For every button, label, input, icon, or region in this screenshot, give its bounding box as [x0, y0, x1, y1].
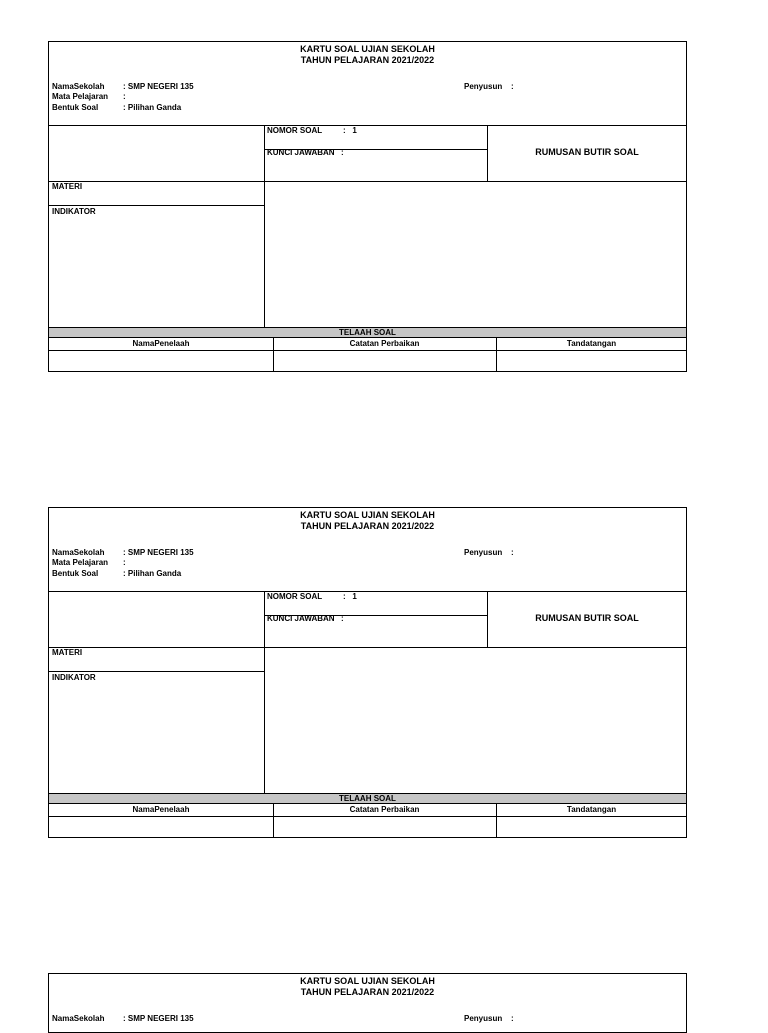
divider — [49, 816, 686, 817]
nama-sekolah-value: : SMP NEGERI 135 — [123, 82, 194, 91]
nomor-soal-value: : 1 — [343, 126, 357, 135]
kunci-jawaban-value: : — [341, 614, 344, 623]
nomor-soal-label: NOMOR SOAL — [267, 126, 323, 135]
nomor-soal-label: NOMOR SOAL — [267, 592, 323, 601]
indikator-label: INDIKATOR — [52, 207, 96, 216]
nama-sekolah-label: NamaSekolah — [52, 548, 105, 557]
bentuk-soal-label: Bentuk Soal — [52, 569, 99, 578]
divider — [273, 338, 274, 372]
bentuk-soal-value: : Pilihan Ganda — [123, 569, 182, 578]
nama-sekolah-value: : SMP NEGERI 135 — [123, 548, 194, 557]
kunci-jawaban-value: : — [341, 148, 344, 157]
divider — [49, 591, 686, 592]
card-title: KARTU SOAL UJIAN SEKOLAH — [300, 44, 435, 54]
indikator-label: INDIKATOR — [52, 673, 96, 682]
card-subtitle: TAHUN PELAJARAN 2021/2022 — [300, 521, 435, 531]
card-subtitle: TAHUN PELAJARAN 2021/2022 — [300, 55, 435, 65]
penyusun-label: Penyusun — [464, 82, 503, 91]
divider — [264, 125, 265, 327]
kartu-soal-card — [48, 973, 687, 1033]
divider — [264, 591, 265, 793]
card-title: KARTU SOAL UJIAN SEKOLAH — [300, 510, 435, 520]
card-subtitle: TAHUN PELAJARAN 2021/2022 — [300, 987, 435, 997]
mata-pelajaran-value: : — [123, 558, 126, 567]
col-tandatangan: Tandatangan — [566, 805, 617, 814]
penyusun-value: : — [511, 1014, 514, 1023]
mata-pelajaran-value: : — [123, 92, 126, 101]
col-tandatangan: Tandatangan — [566, 339, 617, 348]
divider — [496, 804, 497, 838]
col-nama-penelaah: NamaPenelaah — [132, 805, 190, 814]
materi-label: MATERI — [52, 182, 83, 191]
kartu-soal-card — [48, 41, 687, 372]
nama-sekolah-label: NamaSekolah — [52, 82, 105, 91]
rumusan-butir-soal: RUMUSAN BUTIR SOAL — [535, 147, 639, 157]
mata-pelajaran-label: Mata Pelajaran — [52, 558, 109, 567]
bentuk-soal-value: : Pilihan Ganda — [123, 103, 182, 112]
nama-sekolah-label: NamaSekolah — [52, 1014, 105, 1023]
rumusan-butir-soal: RUMUSAN BUTIR SOAL — [535, 613, 639, 623]
divider — [49, 647, 686, 648]
nomor-soal-value: : 1 — [343, 592, 357, 601]
mata-pelajaran-label: Mata Pelajaran — [52, 92, 109, 101]
divider — [273, 804, 274, 838]
kunci-jawaban-label: KUNCI JAWABAN — [267, 148, 335, 157]
penyusun-value: : — [511, 548, 514, 557]
divider — [496, 338, 497, 372]
kunci-jawaban-label: KUNCI JAWABAN — [267, 614, 335, 623]
divider — [49, 181, 686, 182]
penyusun-label: Penyusun — [464, 548, 503, 557]
kartu-soal-card — [48, 507, 687, 838]
telaah-soal-header: TELAAH SOAL — [49, 327, 686, 338]
penyusun-label: Penyusun — [464, 1014, 503, 1023]
materi-label: MATERI — [52, 648, 83, 657]
nama-sekolah-value: : SMP NEGERI 135 — [123, 1014, 194, 1023]
bentuk-soal-label: Bentuk Soal — [52, 103, 99, 112]
col-catatan-perbaikan: Catatan Perbaikan — [349, 339, 420, 348]
divider — [49, 125, 686, 126]
col-catatan-perbaikan: Catatan Perbaikan — [349, 805, 420, 814]
card-title: KARTU SOAL UJIAN SEKOLAH — [300, 976, 435, 986]
penyusun-value: : — [511, 82, 514, 91]
col-nama-penelaah: NamaPenelaah — [132, 339, 190, 348]
divider — [49, 671, 264, 672]
telaah-soal-header: TELAAH SOAL — [49, 793, 686, 804]
divider — [49, 350, 686, 351]
divider — [49, 205, 264, 206]
